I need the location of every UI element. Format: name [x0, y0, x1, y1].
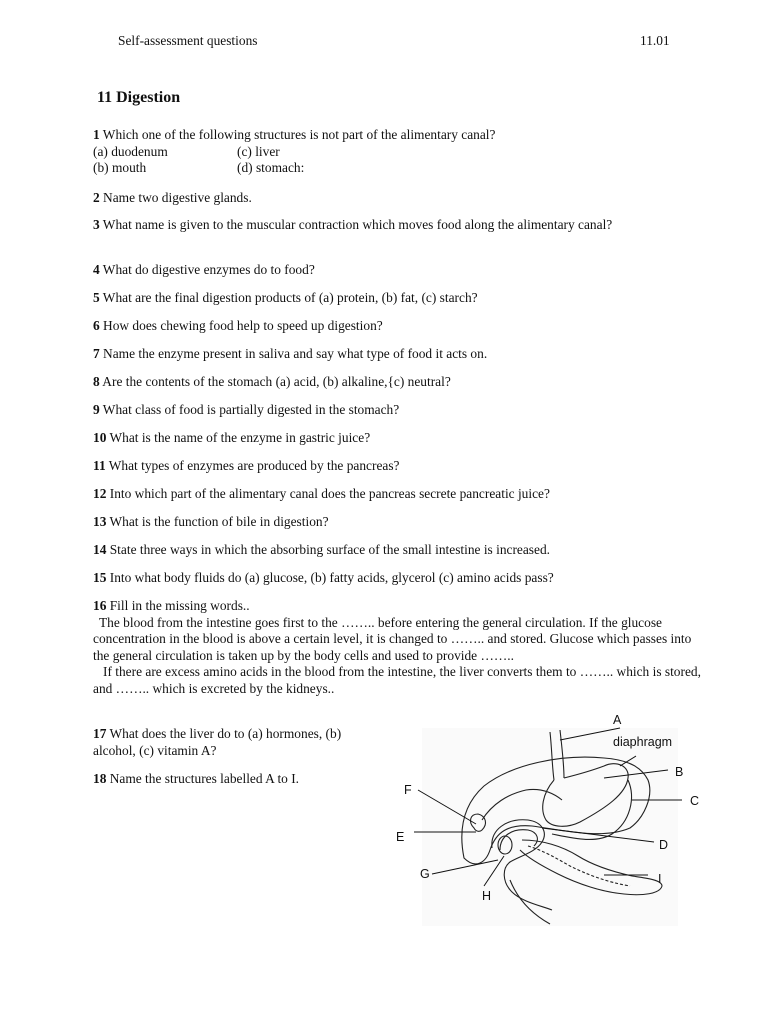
- question-number: 1: [93, 127, 100, 142]
- question-number: 14: [93, 542, 107, 557]
- question-number: 15: [93, 570, 107, 585]
- question-number: 16: [93, 598, 107, 613]
- question-number: 18: [93, 771, 107, 786]
- question-text: What class of food is partially digested in the stomach?: [99, 402, 400, 417]
- question-text: Name the structures labelled A to I.: [106, 771, 300, 786]
- question-text: Into what body fluids do (a) glucose, (b) fatty acids, glycerol (c) amino acids pass?: [106, 570, 554, 585]
- label-h: H: [482, 889, 492, 903]
- question-15: [93, 570, 703, 587]
- question-12: [93, 486, 703, 503]
- label-e: E: [396, 830, 405, 844]
- question-number: 3: [93, 217, 100, 232]
- label-d: D: [659, 838, 669, 852]
- question-4: [93, 262, 703, 279]
- question-text: Name two digestive glands.: [99, 190, 252, 205]
- question-7: [93, 346, 703, 363]
- question-number: 13: [93, 514, 107, 529]
- question-text: Are the contents of the stomach (a) acid, (b) alkaline,{c) neutral?: [99, 374, 451, 389]
- label-a: A: [613, 713, 622, 727]
- question-number: 9: [93, 402, 100, 417]
- question-6: [93, 318, 703, 335]
- question-9: [93, 402, 703, 419]
- question-text: What name is given to the muscular contraction which moves food along the alimentary canal?: [99, 217, 613, 232]
- page-number: 11.01: [640, 33, 670, 48]
- question-16: [93, 598, 703, 697]
- question-number: 2: [93, 190, 100, 205]
- label-g: G: [420, 867, 430, 881]
- question-text: What is the name of the enzyme in gastric juice?: [106, 430, 371, 445]
- question-text: Into which part of the alimentary canal does the pancreas secrete pancreatic juice?: [106, 486, 550, 501]
- question-8: [93, 374, 703, 391]
- question-text: Fill in the missing words..: [106, 598, 250, 613]
- question-number: 6: [93, 318, 100, 333]
- question-number: 10: [93, 430, 107, 445]
- label-b: B: [675, 765, 684, 779]
- option-a: (a) duodenum: [93, 143, 168, 159]
- label-c: C: [690, 794, 700, 808]
- option-d: (d) stomach:: [237, 160, 305, 175]
- header-left: Self-assessment questions: [118, 33, 258, 48]
- label-i: I: [658, 872, 662, 886]
- question-text: State three ways in which the absorbing surface of the small intestine is increased.: [106, 542, 551, 557]
- question-18: [93, 771, 383, 788]
- options-row-2: [93, 160, 703, 177]
- question-number: 17: [93, 726, 107, 741]
- question-text: How does chewing food help to speed up digestion?: [99, 318, 383, 333]
- label-f: F: [404, 783, 412, 797]
- question-text: Which one of the following structures is not part of the alimentary canal?: [99, 127, 496, 142]
- question-11: [93, 458, 703, 475]
- question-number: 8: [93, 374, 100, 389]
- question-2: [93, 190, 703, 207]
- label-diaphragm: diaphragm: [613, 735, 673, 749]
- option-c: (c) liver: [237, 143, 280, 159]
- fill-in-paragraph-1: The blood from the intestine goes first to the …….. before entering the general circulation. If the glucose concentration in the blood is above a certain level, it is changed to …….. and stored. Glucose which passes into the general circulation is taken up by the body cells and used to provide ……..: [93, 614, 692, 663]
- option-b: (b) mouth: [93, 160, 147, 175]
- question-text: What types of enzymes are produced by the pancreas?: [105, 458, 400, 473]
- question-number: 4: [93, 262, 100, 277]
- question-text: Name the enzyme present in saliva and say what type of food it acts on.: [99, 346, 488, 361]
- question-text: What are the final digestion products of (a) protein, (b) fat, (c) starch?: [99, 290, 478, 305]
- question-text: What do digestive enzymes do to food?: [99, 262, 315, 277]
- question-14: [93, 542, 703, 559]
- question-10: [93, 430, 703, 447]
- question-text: What does the liver do to (a) hormones, (b) alcohol, (c) vitamin A?: [93, 726, 342, 758]
- page-title: 11 Digestion: [97, 89, 181, 106]
- question-number: 11: [93, 458, 106, 473]
- question-5: [93, 290, 703, 307]
- question-17: [93, 726, 383, 759]
- fill-in-paragraph-2: If there are excess amino acids in the blood from the intestine, the liver converts them to …….. which is stored, and …….. which is excreted by the kidneys..: [93, 664, 701, 696]
- digestive-organs-diagram: [392, 710, 712, 930]
- question-number: 12: [93, 486, 107, 501]
- question-3: [93, 217, 663, 234]
- question-13: [93, 514, 703, 531]
- options-row-1: [93, 144, 703, 161]
- question-1: [93, 127, 703, 177]
- question-number: 5: [93, 290, 100, 305]
- question-text: What is the function of bile in digestion?: [106, 514, 329, 529]
- question-number: 7: [93, 346, 100, 361]
